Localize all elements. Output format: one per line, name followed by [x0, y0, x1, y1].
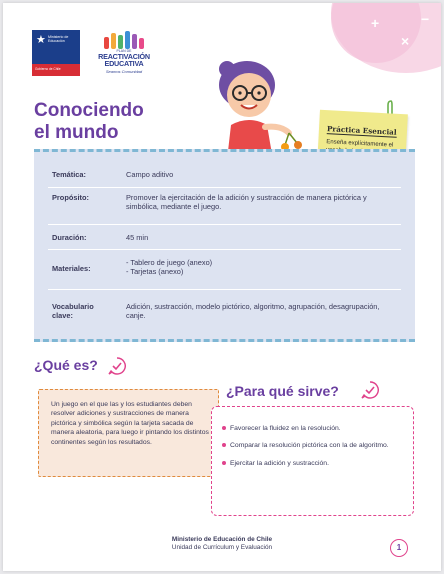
logo-text: Educación [48, 39, 65, 44]
ministerio-logo [32, 30, 80, 76]
check-bubble-icon [361, 381, 379, 399]
info-value [126, 258, 396, 277]
que-es-box [38, 389, 219, 477]
section-heading-text: ¿Para qué sirve? [226, 383, 339, 399]
info-value: Adición, sustracción, modelo pictórico, algoritmo, agrupación, desagrupación, canje. [126, 302, 380, 321]
section-heading-text: ¿Qué es? [34, 357, 98, 373]
minus-icon: − [421, 11, 430, 27]
info-label-line: clave: [52, 311, 73, 320]
note-body: Enseña explícitamente el [326, 139, 394, 149]
times-icon: × [401, 33, 410, 49]
info-label: Materiales: [52, 264, 91, 273]
purpose-item [222, 459, 408, 468]
purpose-text: Ejercitar la adición y sustracción. [230, 459, 329, 467]
logo-tagline: Seamos Comunidad [105, 69, 143, 74]
footer-line: Ministerio de Educación de Chile [171, 536, 273, 543]
info-row-duracion [48, 225, 401, 250]
plan-reactivacion-logo [96, 31, 152, 79]
purpose-text: Favorecer la fluidez en la resolución. [230, 425, 341, 432]
plus-icon: + [371, 15, 380, 31]
info-value: Campo aditivo [126, 170, 174, 179]
info-row-materiales [48, 250, 401, 290]
bullet-icon [222, 461, 226, 465]
info-row-tematica [48, 160, 401, 188]
info-label: Temática: [52, 170, 86, 179]
purpose-text: Comparar la resolución pictórica con la de algoritmo. [230, 442, 389, 450]
info-row-proposito [48, 188, 401, 225]
info-label: Propósito: [52, 193, 89, 202]
page-title [34, 100, 184, 144]
bullet-icon [222, 426, 226, 430]
student-character-illustration [209, 55, 314, 160]
info-row-vocabulario [48, 290, 401, 330]
material-item: - Tablero de juego (anexo) [126, 258, 213, 267]
page-footer [3, 536, 441, 553]
document-page [3, 3, 441, 571]
purpose-list [222, 424, 408, 476]
logo-text: Ministerio de [48, 35, 69, 39]
purpose-item [222, 441, 408, 450]
title-line: Conociendo [34, 100, 144, 121]
logo-text: EDUCATIVA [104, 59, 144, 68]
info-label: Duración: [52, 233, 87, 242]
que-es-heading [34, 357, 98, 373]
info-value: Promover la ejercitación de la adición y sustracción de manera pictórica y simbólica, mediante el juego. [126, 193, 367, 212]
material-item: - Tarjetas (anexo) [126, 267, 184, 277]
activity-info-box [34, 149, 415, 342]
logo-text: PLAN DE [116, 49, 132, 53]
info-value: 45 min [126, 233, 149, 242]
footer-line: Unidad de Currículum y Evaluación [171, 544, 273, 552]
page-number: 1 [390, 539, 408, 557]
purpose-item [222, 424, 408, 433]
info-label-line: Vocabulario [52, 302, 94, 311]
bullet-icon [222, 443, 226, 447]
para-que-sirve-heading [226, 383, 339, 399]
info-label [52, 302, 94, 320]
check-bubble-icon [108, 357, 126, 375]
hands-icon [102, 31, 146, 49]
logo-text: Gobierno de Chile [35, 67, 61, 71]
note-title: Práctica Esencial [326, 124, 397, 137]
title-line: el mundo [34, 122, 119, 143]
logo-text: REACTIVACIÓN [98, 52, 150, 61]
que-es-text: Un juego en el que las y los estudiantes deben resolver adiciones y sustracciones de manera pictórica y simbólica según la tarjeta sacada de manera aleatoria, para luego ir pintando los distintos continentes según los resultados. [51, 401, 209, 446]
para-que-sirve-box [211, 406, 414, 516]
star-icon: ★ [36, 34, 46, 46]
